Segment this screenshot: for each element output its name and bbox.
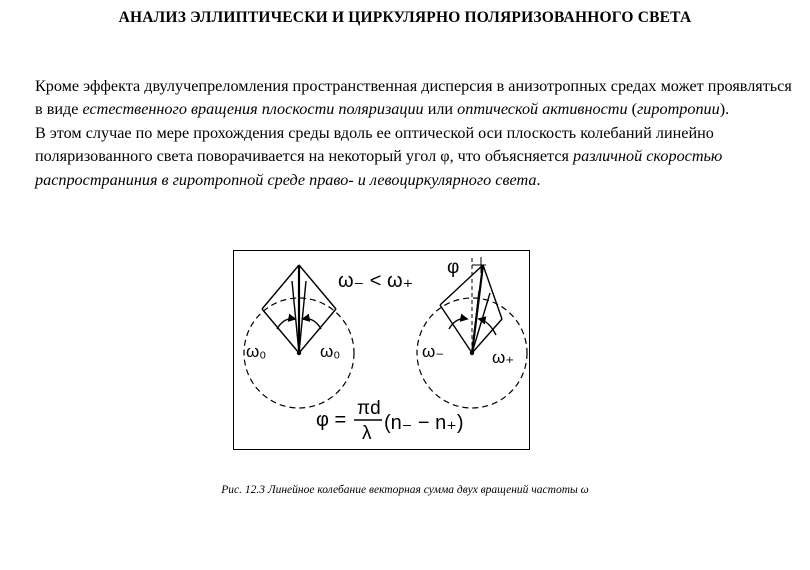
formula-parenthetical: (n₋ − n₊) xyxy=(384,412,464,434)
paragraph-rotation: В этом случае по мере прохождения среды вдоль ее оптической оси плоскость колебаний линейно поляризованного света поворачивается на некоторый угол φ, что объясняется различной скоростью распространиния в гиротропной среде право- и левоциркулярного света. xyxy=(35,123,723,189)
formula-lhs: φ = xyxy=(316,409,347,431)
phi-angle-label: φ xyxy=(447,257,460,278)
paragraph-birefringence: Кроме эффекта двулучепреломления пространственная дисперсия в анизотропных средах может проявляться в виде естественного вращения плоскости поляризации или оптической активности (гиротропии). xyxy=(35,77,792,119)
page-title: АНАЛИЗ ЭЛЛИПТИЧЕСКИ И ЦИРКУЛЯРНО ПОЛЯРИЗОВАННОГО СВЕТА xyxy=(118,9,692,26)
right-omega-plus-label: ω₊ xyxy=(492,348,515,367)
inequality-label: ω₋ < ω₊ xyxy=(338,270,414,292)
left-vector-diagram xyxy=(262,265,336,353)
term-different-speed: различной скоростью распространиния в гиротропной среде право- и левоциркулярного света xyxy=(35,147,723,189)
term-natural-rotation: естественного вращения плоскости поляризации xyxy=(82,100,424,119)
body-text xyxy=(35,75,795,192)
rotation-diagram xyxy=(233,250,530,450)
formula-denominator: λ xyxy=(362,423,372,444)
left-omega-label-a: ω₀ xyxy=(246,342,267,361)
figure-caption: Рис. 12.3 Линейное колебание векторная сумма двух вращений частоты ω xyxy=(221,484,589,496)
left-origin-dot xyxy=(297,351,301,355)
right-omega-minus-label: ω₋ xyxy=(422,342,445,361)
rotation-diagram-svg xyxy=(234,251,531,451)
term-gyrotropy: гиротропии xyxy=(636,100,720,119)
term-optical-activity: оптической активности xyxy=(457,100,628,119)
right-origin-dot xyxy=(470,351,474,355)
formula-numerator: πd xyxy=(357,398,381,419)
left-omega-label-b: ω₀ xyxy=(320,342,341,361)
